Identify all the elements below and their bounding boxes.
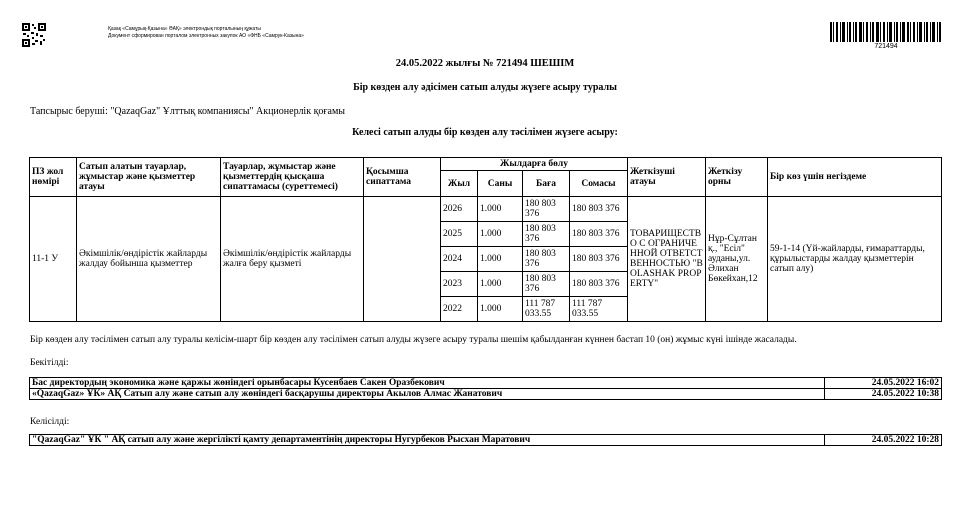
barcode-icon <box>830 22 942 42</box>
header-basis: Бір көз үшін негіздеме <box>768 158 942 197</box>
cell-price: 180 803 376 <box>523 197 570 222</box>
header-qty: Саны <box>478 171 523 197</box>
header-supplier: Жеткізуші атауы <box>628 158 706 197</box>
cell-sum: 180 803 376 <box>570 197 628 222</box>
document-subtitle: Бір көзден алу әдісімен сатып алуды жүзеге асыру туралы <box>353 82 617 93</box>
cell-qty: 1.000 <box>478 247 523 272</box>
portal-note-ru: Документ сформирован порталом электронных закупок АО «ФНБ «Самрук-Казына» <box>108 33 304 39</box>
header-by-year: Жылдарға бөлу <box>441 158 628 171</box>
approval-row <box>30 378 942 389</box>
header-price: Бағa <box>523 171 570 197</box>
cell-qty: 1.000 <box>478 272 523 297</box>
approver-name: «QazaqGaz» ҰК» АҚ Сатып алу және сатып алу жөніндегі басқарушы директоры Акылов Алмас Жанатович <box>30 389 825 400</box>
table-header-row <box>30 158 942 171</box>
cell-qty: 1.000 <box>478 222 523 247</box>
cell-year: 2022 <box>441 297 478 322</box>
cell-qty: 1.000 <box>478 197 523 222</box>
cell-year: 2023 <box>441 272 478 297</box>
approved-table <box>29 377 942 400</box>
approver-name: Бас директордың экономика және қаржы жөніндегі орынбасары Кусенбаев Сакен Оразбекович <box>30 378 825 389</box>
cell-price: 180 803 376 <box>523 247 570 272</box>
portal-note-kz: Қазақ «Самұрық-Қазына» ӘАҚ» электрондық порталының құжаты <box>108 26 261 32</box>
procurement-mode: Келесі сатып алуды бір көзден алу тәсілімен жүзеге асыру: <box>352 127 618 138</box>
cell-pz-number: 11-1 У <box>30 197 77 322</box>
header-pz-number: ПЗ жол нөмірі <box>30 158 77 197</box>
cell-extra-desc <box>364 197 441 322</box>
coordination-row <box>30 435 942 446</box>
cell-short-desc: Әкімшілік/өндірістік жайларды жалға беру қызметі <box>221 197 364 322</box>
coordinated-table <box>29 434 942 446</box>
document-title: 24.05.2022 жылғы № 721494 ШЕШІМ <box>395 58 575 69</box>
cell-price: 111 787 033.55 <box>523 297 570 322</box>
cell-price: 180 803 376 <box>523 222 570 247</box>
header-extra-desc: Қосымша сипаттама <box>364 158 441 197</box>
cell-delivery: Нұр-Сұлтан қ., "Есіл" ауданы,ул. Әлихан Бөкейхан,12 <box>706 197 768 322</box>
portal-note <box>108 26 304 40</box>
cell-goods-name: Әкімшілік/өндірістік жайларды жалдау бойынша қызметтер <box>77 197 221 322</box>
header-goods-name: Сатып алатын тауарлар, жұмыстар және қызметтер атауы <box>77 158 221 197</box>
cell-year: 2025 <box>441 222 478 247</box>
cell-sum: 180 803 376 <box>570 272 628 297</box>
cell-sum: 180 803 376 <box>570 222 628 247</box>
cell-supplier: ТОВАРИЩЕСТВО С ОГРАНИЧЕННОЙ ОТВЕТСТВЕННОСТЬЮ "BOLASHAK PROPERTY" <box>628 197 706 322</box>
cell-price: 180 803 376 <box>523 272 570 297</box>
coordination-date: 24.05.2022 10:28 <box>825 435 942 446</box>
cell-qty: 1.000 <box>478 297 523 322</box>
barcode-number: 721494 <box>874 43 898 50</box>
procurement-table <box>29 157 942 322</box>
cell-sum: 111 787 033.55 <box>570 297 628 322</box>
cell-year: 2024 <box>441 247 478 272</box>
header-delivery: Жеткізу орны <box>706 158 768 197</box>
cell-sum: 180 803 376 <box>570 247 628 272</box>
approval-row <box>30 389 942 400</box>
header-year: Жыл <box>441 171 478 197</box>
contract-note: Бір көзден алу тәсілімен сатып алу туралы келісім-шарт бір көзден алу тәсілімен сатып алуды жүзеге асыру туралы шешім қабылданған күннен бастап 10 (он) жұмыс күні ішінде жасалады. <box>30 335 797 345</box>
cell-basis: 59-1-14 (Үй-жайларды, ғимараттарды, құрылыстарды жалдау қызметтерін сатып алу) <box>768 197 942 322</box>
approval-date: 24.05.2022 10:38 <box>825 389 942 400</box>
header-short-desc: Тауарлар, жұмыстар және қызметтердің қысқаша сипаттамасы (суреттемесі) <box>221 158 364 197</box>
coordinated-title: Келісілді: <box>30 417 70 427</box>
coordinator-name: "QazaqGaz" ҰК " АҚ сатып алу және жергілікті қамту департаментінің директоры Нугурбеков Рысхан Маратович <box>30 435 825 446</box>
table-row <box>30 197 942 222</box>
header-sum: Сомасы <box>570 171 628 197</box>
approval-date: 24.05.2022 16:02 <box>825 378 942 389</box>
customer-line: Тапсырыс беруші: "QazaqGaz" Ұлттық компаниясы" Акционерлік қоғамы <box>30 106 346 117</box>
cell-year: 2026 <box>441 197 478 222</box>
approved-title: Бекітілді: <box>30 358 69 368</box>
qr-code-icon <box>22 23 46 47</box>
